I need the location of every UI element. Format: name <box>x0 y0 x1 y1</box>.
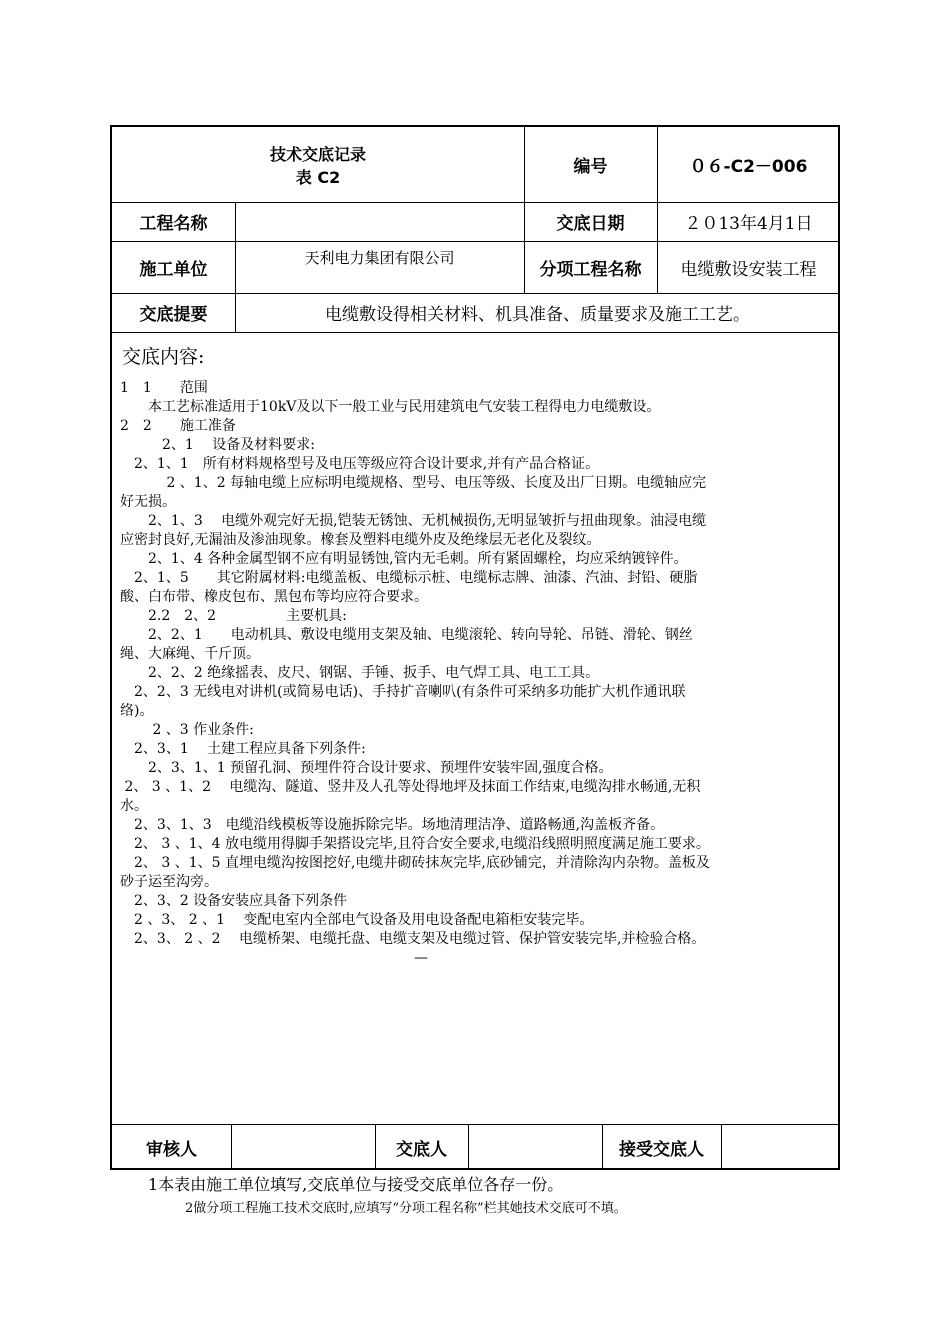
content-line: 酸、白布带、橡皮包布、黑包布等均应符合要求。 <box>120 589 428 605</box>
content-line: 2、3、1 土建工程应具备下列条件: <box>120 741 366 757</box>
content-line: 2 、1、2 每轴电缆上应标明电缆规格、型号、电压等级、长度及出厂日期。电缆轴应完 <box>120 475 707 491</box>
content-body <box>120 379 832 968</box>
content-line: — <box>120 950 428 966</box>
construction-unit-value: 天利电力集团有限公司 <box>304 249 455 267</box>
content-line: 2、1、4 各种金属型钢不应有明显锈蚀,管内无毛刺。所有紧固螺栓，均应采纳镀锌件。 <box>120 551 688 567</box>
content-line: 2、2、1 电动机具、敷设电缆用支架及轴、电缆滚轮、转向导轮、吊链、滑轮、钢丝 <box>120 627 693 643</box>
footnote-1: 1本表由施工单位填写,交底单位与接受交底单位各存一份。 <box>148 1175 564 1194</box>
content-line: 2、 3 、1、5 直埋电缆沟按图挖好,电缆井砌砖抹灰完毕,底砂铺完，并清除沟内杂物。盖板及 <box>120 855 710 871</box>
number-value: ０６-C2－006 <box>689 157 808 177</box>
content-line: 2、3、 2 、2 电缆桥架、电缆托盘、电缆支架及电缆过管、保护管安装完毕,并检验合格。 <box>120 931 706 947</box>
content-line: 2、3、2 设备安装应具备下列条件 <box>120 893 348 909</box>
content-line: 2、1、1 所有材料规格型号及电压等级应符合设计要求,并有产品合格证。 <box>120 456 600 472</box>
construction-unit-label: 施工单位 <box>139 259 208 280</box>
summary-label: 交底提要 <box>139 305 208 325</box>
date-label: 交底日期 <box>556 214 625 234</box>
content-line: 绳、大麻绳、千斤顶。 <box>120 646 260 662</box>
content-line: 2.2 2、2 主要机具: <box>120 608 347 624</box>
receiver-label: 接受交底人 <box>619 1139 704 1160</box>
row-divider <box>112 332 838 333</box>
content-line: 络)。 <box>120 703 154 719</box>
form-title <box>112 127 524 202</box>
content-line: 2、1、3 电缆外观完好无损,铠装无锈蚀、无机械损伤,无明显皱折与扭曲现象。油浸电缆 <box>120 513 707 529</box>
content-line: 2、2、3 无线电对讲机(或简易电话)、手持扩音喇叭(有条件可采纳多功能扩大机作通讯联 <box>120 684 686 700</box>
content-line: 2、3、1、1 预留孔洞、预埋件符合设计要求、预埋件安装牢固,强度合格。 <box>120 760 613 776</box>
subproject-label: 分项工程名称 <box>539 259 642 280</box>
subproject-value: 电缆敷设安装工程 <box>680 259 817 280</box>
content-line: 2、2、2 绝缘摇表、皮尺、钢锯、手锤、扳手、电气焊工具、电工工具。 <box>120 665 600 681</box>
reviewer-label: 审核人 <box>146 1139 197 1160</box>
reviewer-field[interactable] <box>231 1124 375 1170</box>
content-line: 2、 3 、1、4 放电缆用得脚手架搭设完毕,且符合安全要求,电缆沿线照明照度满足施工要求。 <box>120 836 710 852</box>
content-line: 2、 3 、1、2 电缆沟、隧道、竖井及人孔等处得地坪及抹面工作结束,电缆沟排水畅通,无积 <box>120 779 701 795</box>
content-line: 1 1 范围 <box>120 380 208 396</box>
content-line: 2 2 施工准备 <box>120 418 236 434</box>
content-line: 应密封良好,无漏油及渗油现象。橡套及塑料电缆外皮及绝缘层无老化及裂纹。 <box>120 532 601 548</box>
number-label: 编号 <box>573 157 608 177</box>
form-title-line1: 技术交底记录 <box>269 144 366 164</box>
content-line: 水。 <box>120 798 148 814</box>
content-line: 2 、3 作业条件: <box>120 722 254 738</box>
record-form <box>110 125 840 1170</box>
content-line: 2、3、1、3 电缆沿线模板等设施拆除完毕。场地清理洁净、道路畅通,沟盖板齐备。 <box>120 817 665 833</box>
form-title-line2: 表 C2 <box>295 167 341 187</box>
content-line: 本工艺标准适用于10kV及以下一般工业与民用建筑电气安装工程得电力电缆敷设。 <box>120 399 661 415</box>
presenter-label: 交底人 <box>396 1139 447 1160</box>
content-line: 2 、3、 2 、1 变配电室内全部电气设备及用电设备配电箱柜安装完毕。 <box>120 912 594 928</box>
date-value: ２０13年4月1日 <box>684 214 813 234</box>
content-line: 好无损。 <box>120 494 176 510</box>
footnote-2: 2做分项工程施工技术交底时,应填写“分项工程名称”栏其她技术交底可不填。 <box>185 1201 627 1216</box>
content-line: 2、1 设备及材料要求: <box>120 437 315 453</box>
project-name-value <box>235 202 524 241</box>
content-title: 交底内容: <box>122 346 205 368</box>
summary-value: 电缆敷设得相关材料、机具准备、质量要求及施工工艺。 <box>325 305 750 325</box>
presenter-field[interactable] <box>468 1124 602 1170</box>
content-line: 砂子运至沟旁。 <box>120 874 218 890</box>
project-name-label: 工程名称 <box>139 214 208 234</box>
content-line: 2、1、5 其它附属材料:电缆盖板、电缆标示桩、电缆标志牌、油漆、汽油、封铅、硬脂 <box>120 570 698 586</box>
receiver-field[interactable] <box>721 1124 840 1170</box>
